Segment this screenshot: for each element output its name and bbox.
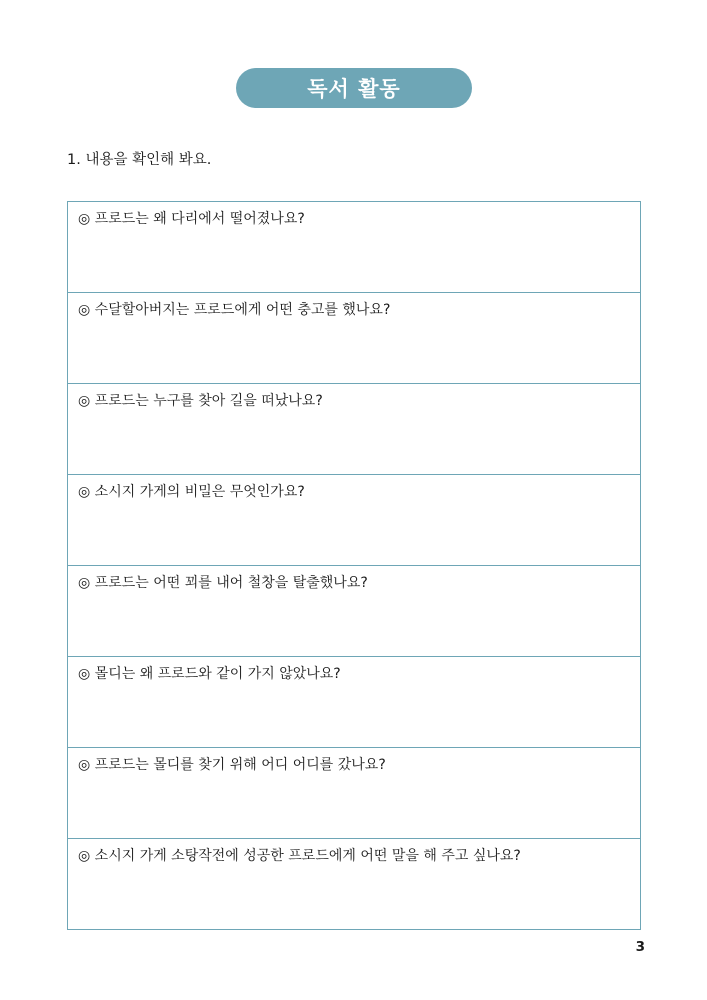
- answer-area[interactable]: [68, 867, 640, 929]
- answer-area[interactable]: [68, 594, 640, 656]
- question-row: [68, 202, 640, 293]
- section-heading: 1. 내용을 확인해 봐요.: [67, 152, 212, 168]
- page-number: 3: [635, 939, 645, 955]
- activity-title-banner: [236, 68, 472, 108]
- question-text: ◎ 수달할아버지는 프로드에게 어떤 충고를 했나요?: [78, 302, 391, 318]
- answer-area[interactable]: [68, 503, 640, 565]
- answer-area[interactable]: [68, 776, 640, 838]
- question-row: [68, 293, 640, 384]
- answer-area[interactable]: [68, 321, 640, 383]
- question-text: ◎ 프로드는 누구를 찾아 길을 떠났나요?: [78, 393, 323, 409]
- question-text: ◎ 소시지 가게의 비밀은 무엇인가요?: [78, 484, 305, 500]
- question-text: ◎ 프로드는 몰디를 찾기 위해 어디 어디를 갔나요?: [78, 757, 386, 773]
- question-row: [68, 748, 640, 839]
- answer-area[interactable]: [68, 685, 640, 747]
- question-row: [68, 384, 640, 475]
- question-row: [68, 475, 640, 566]
- answer-area[interactable]: [68, 230, 640, 292]
- question-text: ◎ 프로드는 왜 다리에서 떨어졌나요?: [78, 211, 305, 227]
- question-row: [68, 657, 640, 748]
- answer-area[interactable]: [68, 412, 640, 474]
- question-table: [67, 201, 641, 930]
- question-text: ◎ 소시지 가게 소탕작전에 성공한 프로드에게 어떤 말을 해 주고 싶나요?: [78, 848, 521, 864]
- activity-title: 독서 활동: [307, 77, 401, 101]
- question-text: ◎ 프로드는 어떤 꾀를 내어 철창을 탈출했나요?: [78, 575, 368, 591]
- question-row: [68, 839, 640, 929]
- question-text: ◎ 몰디는 왜 프로드와 같이 가지 않았나요?: [78, 666, 341, 682]
- question-row: [68, 566, 640, 657]
